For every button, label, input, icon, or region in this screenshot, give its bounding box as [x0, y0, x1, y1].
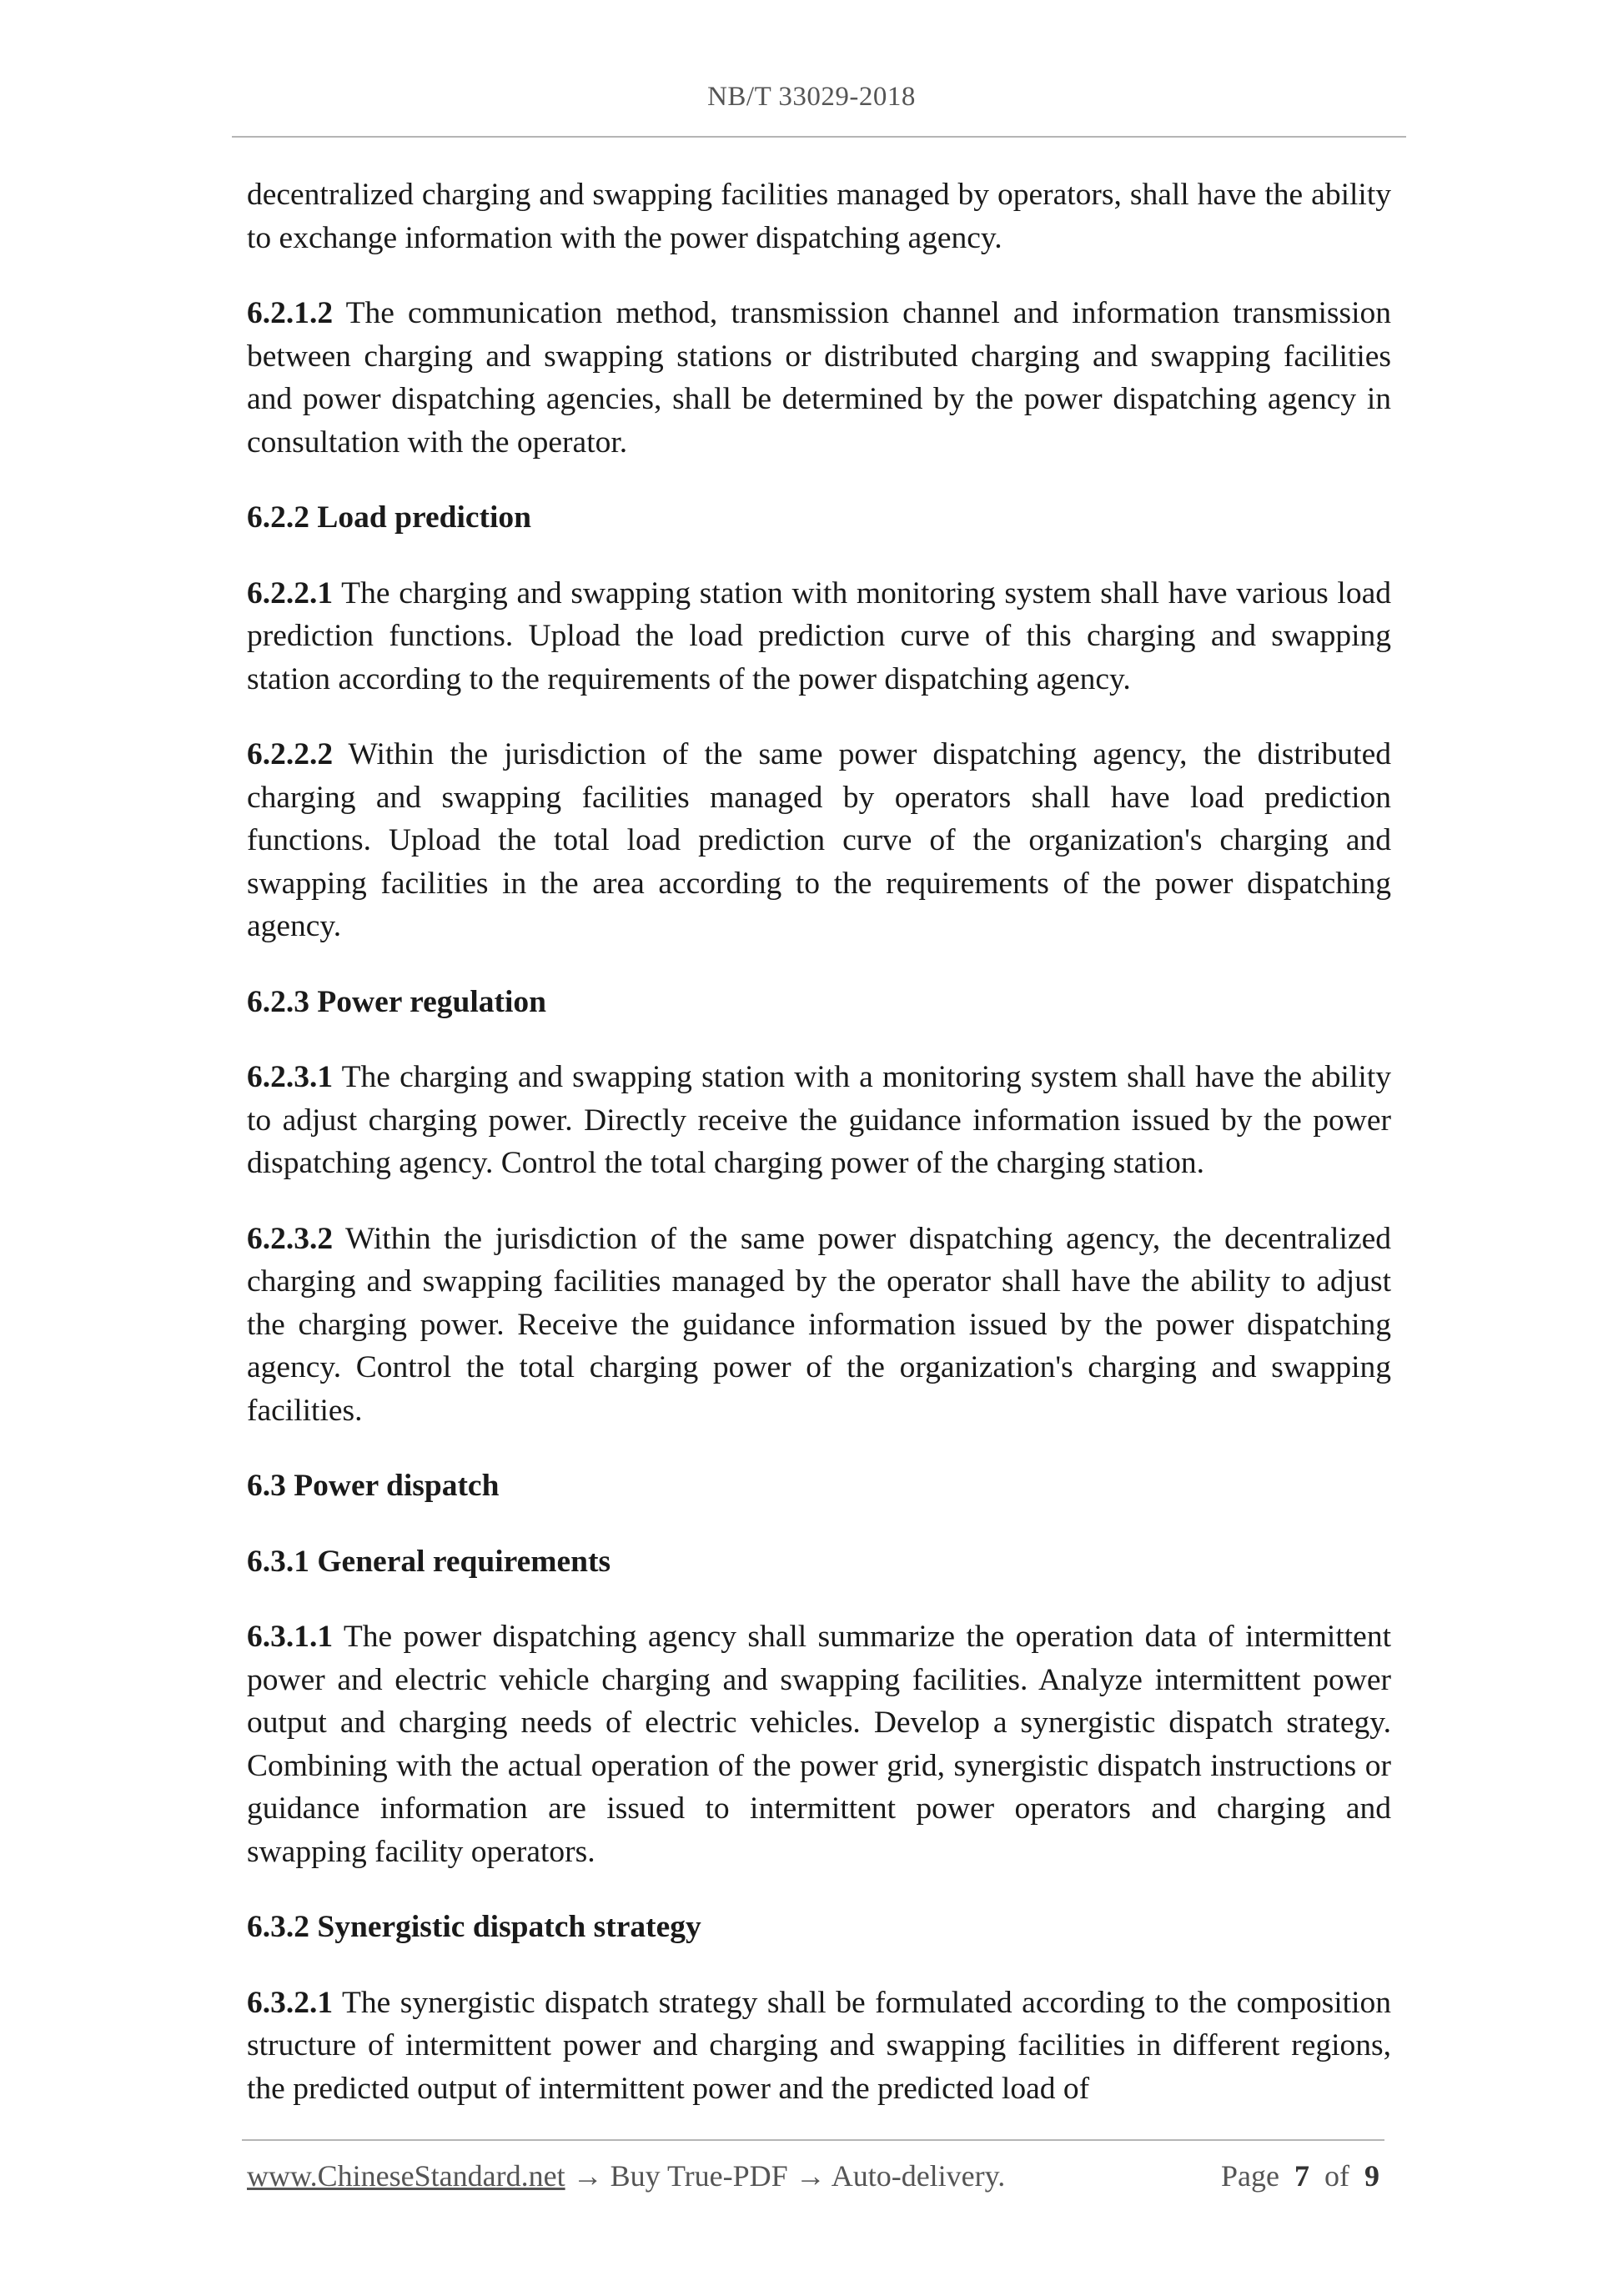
- arrow-right-icon: →: [795, 2159, 826, 2193]
- clause-text: Within the jurisdiction of the same power dispatching agency, the distributed charging and swapping facilities managed by operators shall have load prediction functions. Upload the total load prediction curve of the organization's charging and swapping facilities in the area according to the requirements of the power dispatching agency.: [247, 737, 1391, 943]
- clause-number: 6.2.2.1: [247, 575, 334, 610]
- section-heading: 6.3 Power dispatch: [247, 1469, 500, 1503]
- clause-number: 6.2.1.2: [247, 296, 334, 330]
- footer-divider: [242, 2139, 1384, 2141]
- clause-text: The synergistic dispatch strategy shall be formulated according to the composition structure of intermittent power and charging and swapping facilities in different regions, the predicted output of intermittent power and the predicted load of: [247, 1985, 1391, 2106]
- section-heading: 6.2.2 Load prediction: [247, 500, 532, 535]
- clause-text: The power dispatching agency shall summarize the operation data of intermittent power and electric vehicle charging and swapping facilities. Analyze intermittent power output and charging needs of electric vehicles. Develop a synergistic dispatch strategy. Combining with the actual operation of the power grid, synergistic dispatch instructions or guidance information are issued to intermittent power operators and charging and swapping facility operators.: [247, 1620, 1391, 1869]
- clause-paragraph: [247, 292, 1391, 464]
- buy-true-pdf-text: Buy True-PDF: [610, 2159, 788, 2193]
- section-heading: 6.3.2 Synergistic dispatch strategy: [247, 1910, 701, 1944]
- clause-paragraph: [247, 1056, 1391, 1185]
- clause-number: 6.3.2.1: [247, 1985, 334, 2020]
- auto-delivery-text: Auto-delivery.: [831, 2159, 1006, 2193]
- clause-text: Within the jurisdiction of the same power dispatching agency, the decentralized charging and swapping facilities managed by the operator shall have the ability to adjust the charging power. Receive the guidance information issued by the power dispatching agency. Control the total charging power of the organization's charging and swapping facilities.: [247, 1221, 1391, 1428]
- header-divider: [232, 136, 1406, 138]
- clause-paragraph: [247, 572, 1391, 701]
- chinesestandard-link[interactable]: www.ChineseStandard.net: [247, 2159, 565, 2193]
- page-header: [0, 82, 1623, 113]
- section-heading: 6.2.3 Power regulation: [247, 984, 546, 1019]
- clause-number: 6.2.3.1: [247, 1060, 334, 1094]
- arrow-right-icon: →: [572, 2159, 603, 2193]
- clause-paragraph: [247, 173, 1391, 259]
- clause-number: 6.3.1.1: [247, 1620, 334, 1654]
- document-body: [247, 173, 1391, 2143]
- page-label: Page: [1221, 2159, 1279, 2193]
- page-of: of: [1324, 2159, 1349, 2193]
- clause-paragraph: [247, 1615, 1391, 1873]
- page-number: [1221, 2158, 1379, 2193]
- section-heading: 6.3.1 General requirements: [247, 1544, 611, 1579]
- page-total: 9: [1364, 2159, 1379, 2193]
- clause-text: The charging and swapping station with a monitoring system shall have the ability to adjust charging power. Directly receive the guidance information issued by the power dispatching agency. Control the total charging power of the charging station.: [247, 1060, 1391, 1180]
- clause-paragraph: [247, 733, 1391, 948]
- clause-paragraph: [247, 1982, 1391, 2111]
- footer-links: [247, 2158, 1005, 2193]
- clause-number: 6.2.3.2: [247, 1221, 334, 1256]
- page-current: 7: [1294, 2159, 1309, 2193]
- clause-number: 6.2.2.2: [247, 737, 334, 771]
- standard-code: NB/T 33029-2018: [707, 82, 916, 112]
- clause-paragraph: [247, 1218, 1391, 1433]
- clause-text: The communication method, transmission channel and information transmission between charging and swapping stations or distributed charging and swapping facilities and power dispatching agencies, shall be determined by the power dispatching agency in consultation with the operator.: [247, 296, 1391, 460]
- clause-text: decentralized charging and swapping facilities managed by operators, shall have the ability to exchange information with the power dispatching agency.: [247, 178, 1391, 255]
- clause-text: The charging and swapping station with monitoring system shall have various load prediction functions. Upload the load prediction curve of this charging and swapping station according to the requirements of the power dispatching agency.: [247, 575, 1391, 696]
